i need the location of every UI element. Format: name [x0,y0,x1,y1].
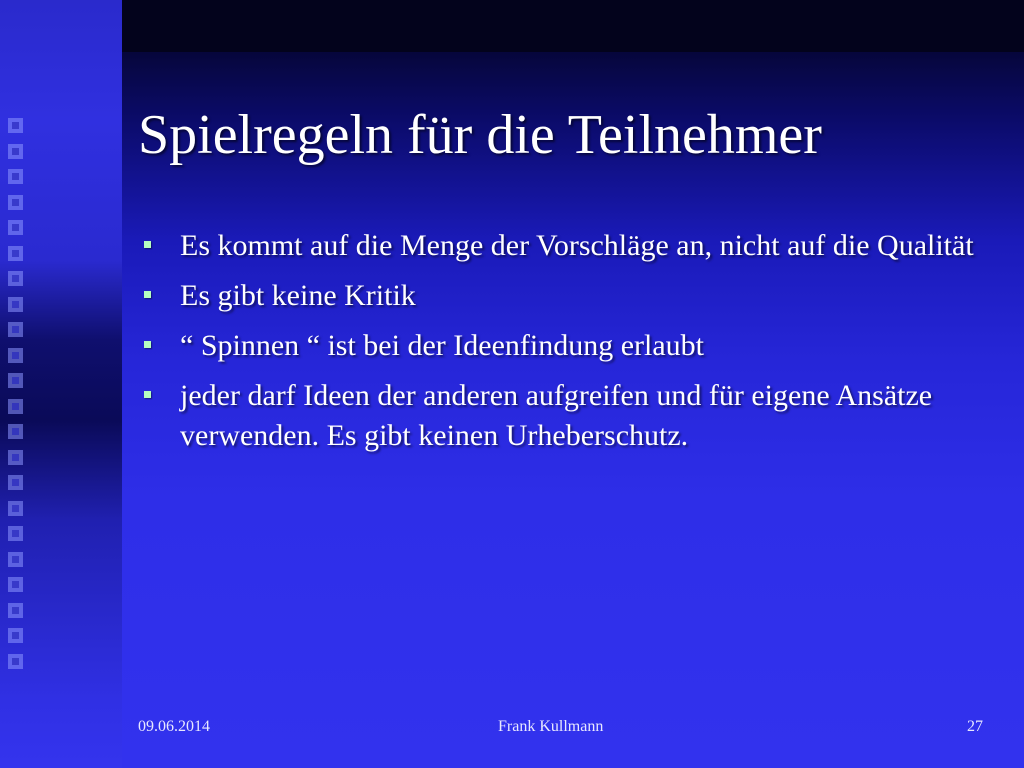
decor-square-inner [12,301,19,308]
decor-square-inner [12,122,19,129]
decor-square [8,552,23,567]
square-bullet-icon [144,391,151,398]
bullet-text: jeder darf Ideen der anderen aufgreifen und für eigene Ansätze verwenden. Es gibt keinen Urheberschutz. [180,379,933,452]
decor-square [8,450,23,465]
decor-square-inner [12,428,19,435]
bullet-item [140,326,990,366]
decor-square-inner [12,377,19,384]
decor-square-inner [12,632,19,639]
decor-square-inner [12,173,19,180]
decor-square [8,297,23,312]
decor-square [8,577,23,592]
decor-square-inner [12,403,19,410]
decor-square [8,271,23,286]
bullet-text: Es kommt auf die Menge der Vorschläge an, nicht auf die Qualität [180,229,974,262]
square-bullet-icon [144,341,151,348]
decor-square-inner [12,658,19,665]
top-decor-band [122,0,1024,52]
bullet-item [140,276,990,316]
decor-square [8,348,23,363]
bullet-text: “ Spinnen “ ist bei der Ideenfindung erlaubt [180,329,705,362]
decor-square-inner [12,250,19,257]
decor-square [8,246,23,261]
decor-square [8,399,23,414]
bullet-list [140,226,990,466]
decor-square [8,475,23,490]
decor-square [8,654,23,669]
decor-square-inner [12,505,19,512]
decor-square-inner [12,454,19,461]
slide-title: Spielregeln für die Teilnehmer [138,104,822,166]
footer-page-number: 27 [967,718,983,735]
footer-author: Frank Kullmann [498,718,604,735]
decor-square [8,603,23,618]
decor-square-inner [12,275,19,282]
decor-square-inner [12,581,19,588]
bullet-text: Es gibt keine Kritik [180,279,416,312]
bullet-item [140,226,990,266]
square-bullet-icon [144,291,151,298]
decor-square-inner [12,326,19,333]
decor-square-inner [12,352,19,359]
bullet-item [140,376,990,456]
decor-square-inner [12,199,19,206]
left-decor-bar [0,0,122,768]
decor-square [8,220,23,235]
decor-square [8,118,23,133]
decor-square-inner [12,479,19,486]
decor-square-inner [12,530,19,537]
decor-square-inner [12,148,19,155]
decor-square [8,169,23,184]
square-bullet-icon [144,241,151,248]
decor-square [8,501,23,516]
decor-square [8,373,23,388]
decor-square [8,144,23,159]
decor-square-column [8,118,30,678]
decor-square [8,424,23,439]
decor-square-inner [12,607,19,614]
decor-square [8,526,23,541]
decor-square [8,628,23,643]
decor-square-inner [12,224,19,231]
decor-square [8,322,23,337]
decor-square-inner [12,556,19,563]
footer-date: 09.06.2014 [138,718,210,735]
decor-square [8,195,23,210]
